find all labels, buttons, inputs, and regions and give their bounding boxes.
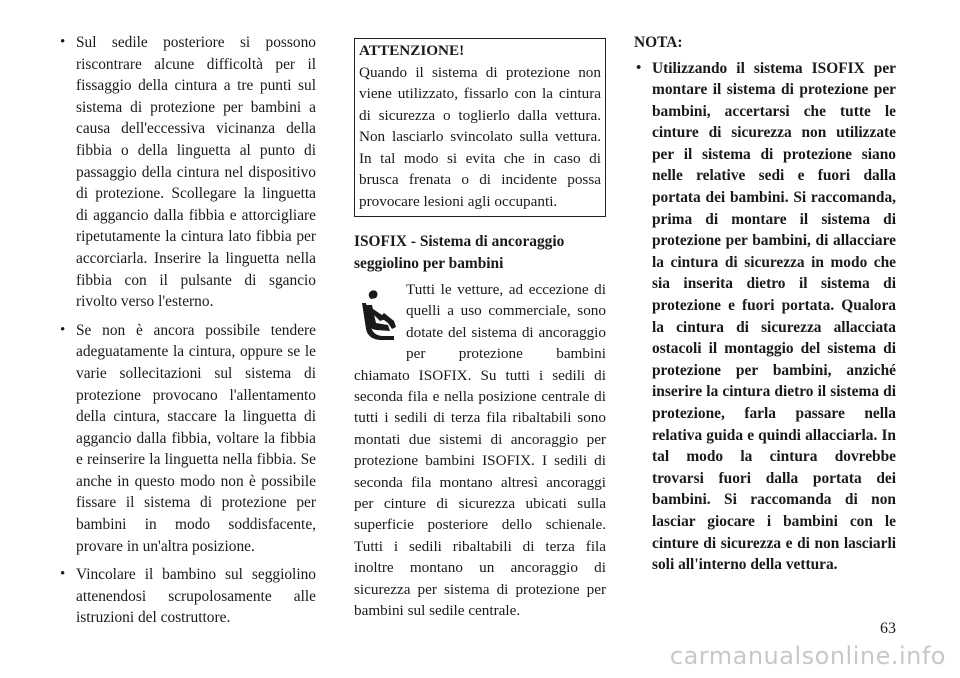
list-item — [58, 564, 316, 629]
instruction-list — [58, 32, 316, 629]
bullet-icon: • — [60, 34, 66, 50]
list-item-text: Se non è ancora possibile tendere adeguatamente la cintura, oppure se le varie sollecitazioni sul sistema di protezione provocano l'allentamento della cintura, staccare la linguetta di aggancio dalla fibbia, voltare la fibbia e reinserire la linguetta nella fibbia. Se anche in questo modo non è possibile fissare il sistema di protezione per bambini in modo soddisfacente, provare in un'altra posizione. — [76, 321, 316, 555]
list-item-text: Sul sedile posteriore si possono riscontrare alcune difficoltà per il fissaggio della cintura a tre punti sul sistema di protezione per bambini a causa dell'eccessiva vicinanza della fibbia o della linguetta al punto di passaggio della cintura nel dispositivo di protezione. Scollegare la linguetta di aggancio dalla fibbia e attorcigliare ripetutamente la cintura lato fibbia per accorciarla. Inserire la linguetta nella fibbia con il pulsante di sgancio rivolto verso l'esterno. — [76, 34, 316, 311]
bullet-icon: • — [60, 321, 66, 338]
section-heading: ISOFIX - Sistema di ancoraggio seggiolino per bambini — [354, 233, 565, 272]
watermark: carmanualsonline.info — [669, 642, 946, 670]
right-column — [634, 32, 896, 583]
list-item-text: Vincolare il bambino sul seggiolino attenendosi scrupolosamente alle istruzioni del costruttore. — [76, 566, 316, 627]
page-number: 63 — [880, 620, 896, 637]
list-item — [634, 58, 896, 576]
section-body — [354, 279, 606, 622]
warning-title: ATTENZIONE! — [359, 42, 465, 59]
note-list — [634, 58, 896, 576]
warning-text: Quando il sistema di protezione non viene utilizzato, fissarlo con la cintura di sicurezza o toglierlo dalla vettura. Non lasciarlo svincolato sulla vettura. In tal modo si evita che in caso di brusca frenata o di incidente possa provocare lesioni agli occupanti. — [359, 63, 601, 210]
bullet-icon: • — [60, 566, 66, 583]
child-seat-icon — [354, 283, 402, 347]
middle-column — [354, 32, 606, 622]
list-item — [58, 320, 316, 558]
note-text: Utilizzando il sistema ISOFIX per montare il sistema di protezione per bambini, accertarsi che tutte le cinture di sicurezza non utilizzate per il sistema di protezione siano nelle relative sedi e fuori dalla portata dei bambini. Si raccomanda, prima di montare il sistema di protezione per bambini, di allacciare la cintura di sicurezza in modo che sia inserita dietro il sistema di protezione e fuori portata. Qualora la cintura di sicurezza allacciata ostacoli il montaggio del sistema di protezione per bambini, anziché inserire la cintura dietro il sistema di protezione, farla passare nella relativa guida e quindi allacciarla. In tal modo la cintura dovrebbe trovarsi fuori dalla portata dei bambini. Si raccomanda di non lasciar giocare i bambini con le cinture di sicurezza e di non lasciarli soli all'interno della vettura. — [652, 59, 896, 574]
note-title: NOTA: — [634, 34, 683, 51]
bullet-icon: • — [636, 59, 642, 76]
list-item — [58, 32, 316, 313]
section-text: Tutti le vetture, ad eccezione di quelli a uso commerciale, sono dotate del sistema di ancoraggio per protezione bambini chiamato ISOFIX. Su tutti i sedili di seconda fila e nella posizione centrale di tutti i sedili di terza fila ribaltabili sono montati due sistemi di ancoraggio per protezione bambini ISOFIX. I sedili di seconda fila montano altresì ancoraggi per cinture di sicurezza ubicati sulla superficie posteriore dello schienale. Tutti i sedili ribaltabili di terza fila inoltre montano un ancoraggio di sicurezza per sistema di protezione per bambini sul sedile centrale. — [354, 281, 606, 620]
warning-box — [354, 38, 606, 217]
left-column — [58, 32, 316, 636]
